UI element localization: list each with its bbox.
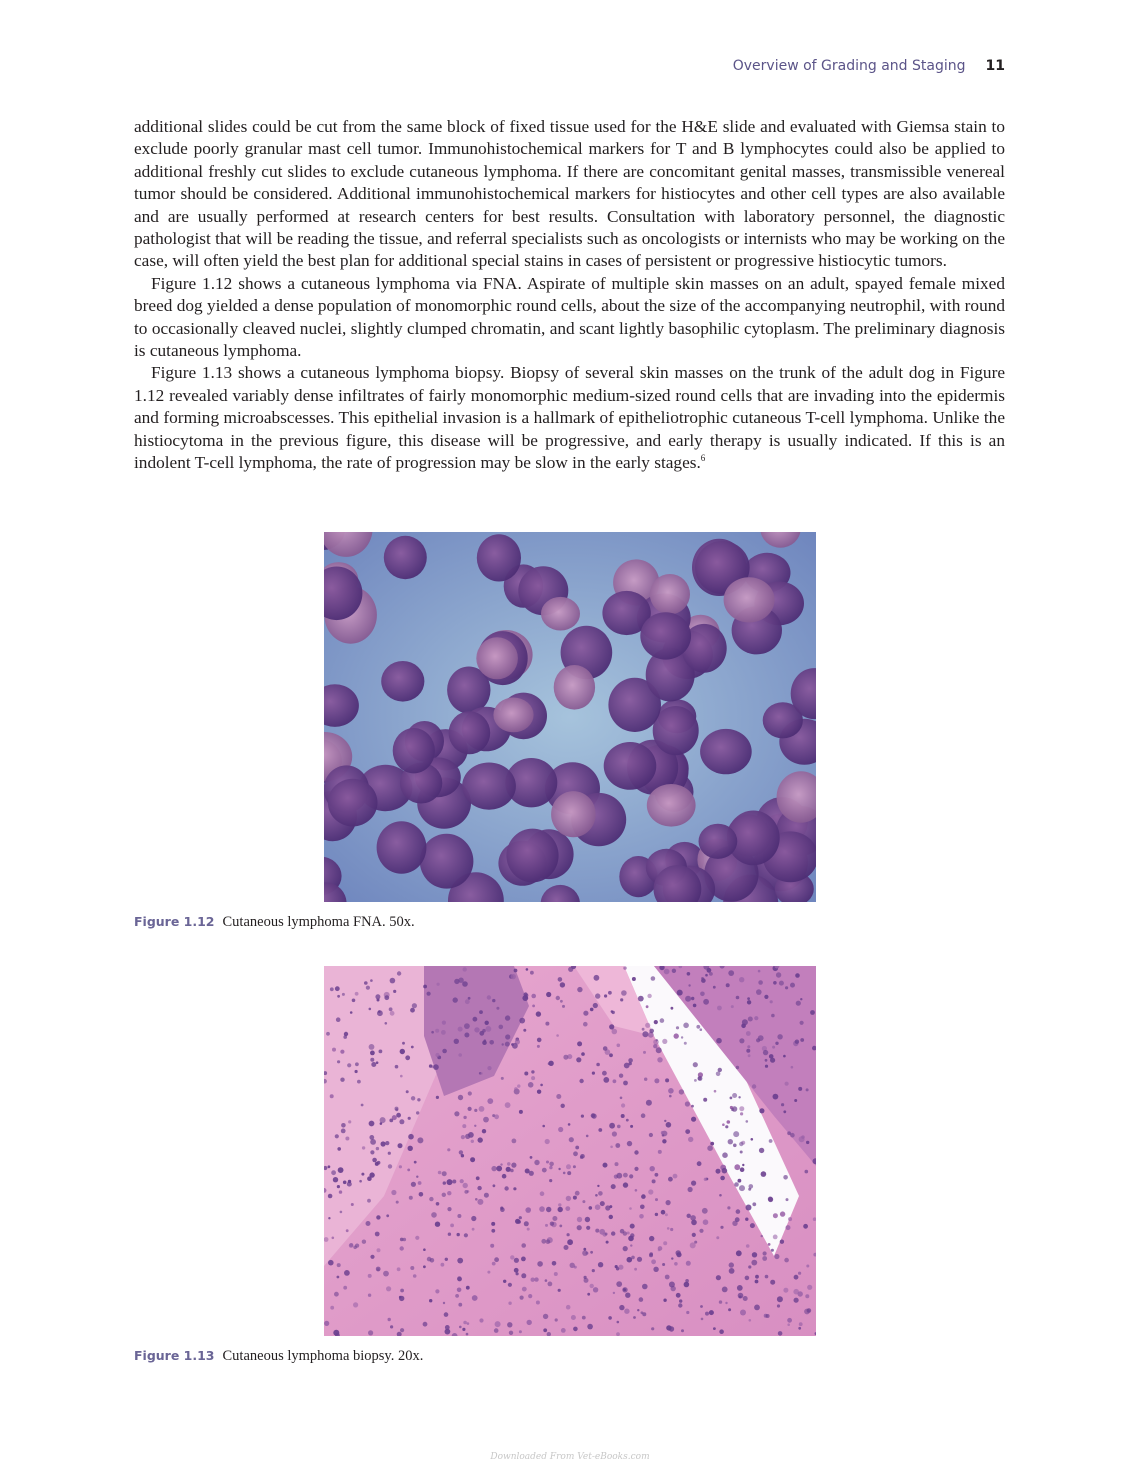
paragraph-figure-1-13-text: Figure 1.13 shows a cutaneous lymphoma biopsy. Biopsy of several skin masses on the trunk of the adult dog in Figure 1.12 revealed variably dense infiltrates of fairly monomorphic medium-sized round cells that are invading into the epidermis and forming microabscesses. This epithelial invasion is a hallmark of epitheliotrophic cutaneous T-cell lymphoma. Unlike the histiocytoma in the previous figure, this disease will be progressive, and early therapy is usually indicated. If this is an indolent T-cell lymphoma, the rate of progression may be slow in the early stages. <box>134 363 1005 473</box>
figure-1-13-caption-text: Cutaneous lymphoma biopsy. 20x. <box>222 1348 424 1364</box>
body-text <box>134 116 1005 475</box>
paragraph-continued: additional slides could be cut from the same block of fixed tissue used for the H&E slide and evaluated with Giemsa stain to exclude poorly granular mast cell tumor. Immunohistochemical markers for T and B lymphocytes could also be applied to additional freshly cut slides to exclude cutaneous lymphoma. If there are concomitant genital masses, transmissible venereal tumor should be considered. Additional immunohistochemical markers for histiocytes and other cell types are also available and are usually performed at research centers for best results. Consultation with laboratory personnel, the diagnostic pathologist that will be reading the tissue, and referral specialists such as oncologists or internists who may be working on the case, will often yield the best plan for additional special stains in cases of persistent or progressive histiocytic tumors. <box>134 117 1005 271</box>
page-number: 11 <box>985 58 1005 74</box>
figure-1-12-caption <box>134 914 415 931</box>
figure-1-13-caption <box>134 1348 423 1365</box>
figure-1-12-label: Figure 1.12 <box>134 914 215 929</box>
paragraph-figure-1-13 <box>134 362 1005 474</box>
footnote-reference: 6 <box>700 453 706 464</box>
running-header <box>733 58 1005 74</box>
figure-1-13-label: Figure 1.13 <box>134 1348 215 1363</box>
figure-1-12-image <box>324 532 816 902</box>
paragraph-figure-1-12: Figure 1.12 shows a cutaneous lymphoma via FNA. Aspirate of multiple skin masses on an adult, spayed female mixed breed dog yielded a dense population of monomorphic round cells, about the size of the accompanying neutrophil, with round to occasionally cleaved nuclei, slightly clumped chromatin, and scant lightly basophilic cytoplasm. The preliminary diagnosis is cutaneous lymphoma. <box>134 273 1005 361</box>
figure-1-13-image <box>324 966 816 1336</box>
footer-watermark: Downloaded From Vet-eBooks.com <box>490 1452 650 1462</box>
figure-1-12-caption-text: Cutaneous lymphoma FNA. 50x. <box>222 914 415 930</box>
running-title: Overview of Grading and Staging <box>732 58 966 74</box>
